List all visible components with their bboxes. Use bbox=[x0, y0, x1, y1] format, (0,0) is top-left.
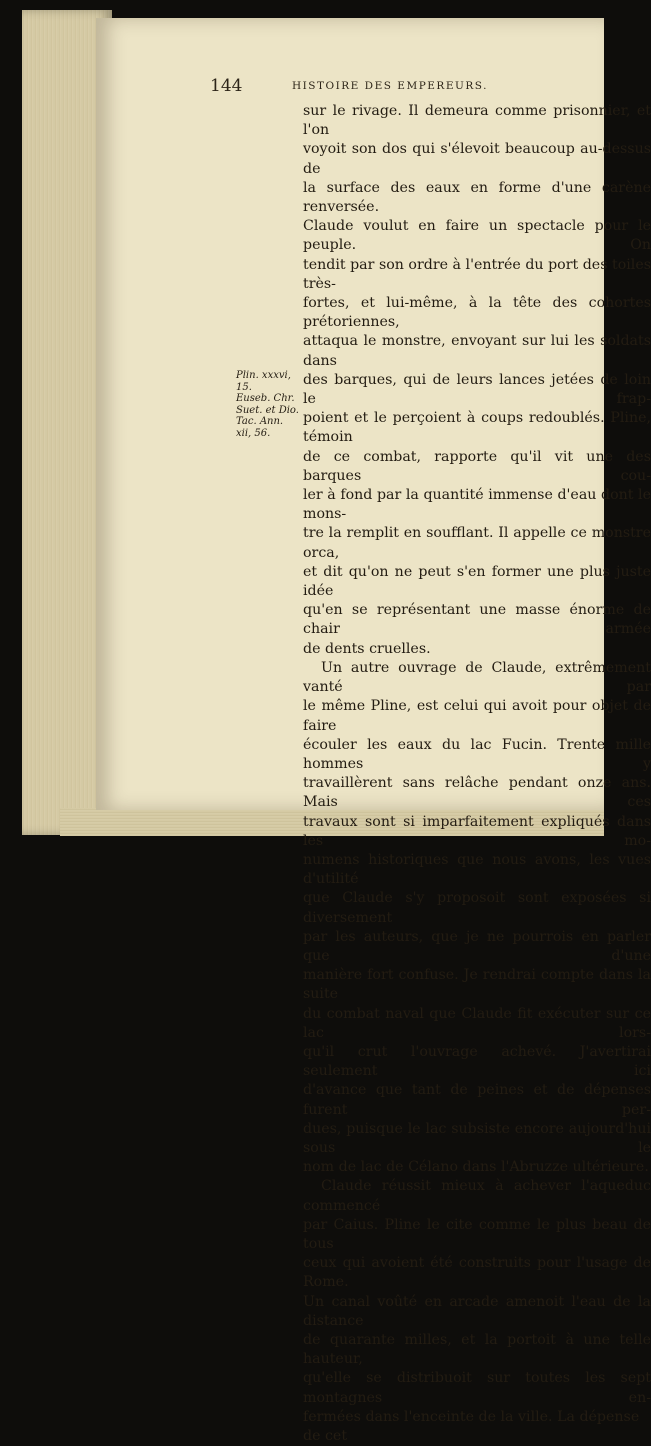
text-line: et dit qu'on ne peut s'en former une plus juste idée bbox=[303, 563, 651, 600]
text-line: manière fort confuse. Je rendrai compte dans la suite bbox=[303, 967, 651, 1003]
text-line: Claude réussit mieux à achever l'aqueduc commencé bbox=[303, 1178, 651, 1214]
body-text bbox=[303, 102, 651, 1446]
text-line: qu'il crut l'ouvrage achevé. J'avertirai seulement ici bbox=[303, 1043, 651, 1080]
book-page bbox=[96, 18, 651, 1445]
text-line: d'avance que tant de peines et de dépenses furent per- bbox=[303, 1082, 651, 1118]
text-line: écouler les eaux du lac Fucin. Trente mille hommes y bbox=[303, 736, 651, 772]
margin-note: Plin. xxxvi, bbox=[236, 370, 291, 381]
margin-notes bbox=[236, 370, 302, 439]
text-line: attaqua le monstre, envoyant sur lui les soldats dans bbox=[303, 333, 651, 369]
text-line: la surface des eaux en forme d'une carène renversée. bbox=[303, 179, 651, 216]
text-line: travaux sont si imparfaitement expliqués dans les mo- bbox=[303, 813, 651, 849]
text-line: Un autre ouvrage de Claude, extrêmement vanté par bbox=[303, 659, 651, 696]
text-line: qu'en se représentant une masse énorme de chair armée bbox=[303, 602, 651, 638]
text-line: voyoit son dos qui s'élevoit beaucoup au-dessus de bbox=[303, 141, 651, 177]
text-line: du combat naval que Claude fit exécuter sur ce lac lors- bbox=[303, 1005, 651, 1041]
text-line: par Caius. Pline le cite comme le plus beau de tous bbox=[303, 1216, 651, 1252]
text-line: dues, puisque le lac subsiste encore aujourd'hui sous le bbox=[303, 1120, 651, 1156]
text-line: de ce combat, rapporte qu'il vit une des barques cou- bbox=[303, 448, 651, 484]
text-line: poient et le perçoient à coups redoublés. Pline, témoin bbox=[303, 410, 651, 446]
text-line: Claude voulut en faire un spectacle pour le peuple. On bbox=[303, 218, 651, 254]
text-line: par les auteurs, que je ne pourrois en parler que d'une bbox=[303, 928, 651, 964]
text-line: fermées dans l'enceinte de la ville. La dépense de cet bbox=[303, 1408, 640, 1445]
text-line: des barques, qui de leurs lances jetées de loin le frap- bbox=[303, 371, 651, 408]
text-line: Un canal voûté en arcade amenoit l'eau de la distance bbox=[303, 1293, 651, 1329]
margin-note: Tac. Ann. bbox=[236, 416, 284, 427]
text-line: qu'elle se distribuoit sur toutes les sept montagnes en- bbox=[303, 1370, 651, 1406]
text-line: ceux qui avoient été construits pour l'usage de Rome. bbox=[303, 1255, 651, 1291]
margin-note: 15. bbox=[236, 381, 252, 393]
margin-note: xii, 56. bbox=[236, 427, 271, 439]
text-line: fortes, et lui-même, à la tête des cohortes prétoriennes, bbox=[303, 295, 651, 331]
text-line: de quarante milles, et la portoit à une telle hauteur, bbox=[303, 1332, 651, 1368]
text-line: sur le rivage. Il demeura comme prisonnier, et l'on bbox=[303, 103, 651, 139]
text-line: tendit par son ordre à l'entrée du port des toiles très- bbox=[303, 256, 651, 292]
text-line: nom de lac de Célano dans l'Abruzze ultérieure. bbox=[303, 1159, 649, 1176]
margin-note: Suet. et Dio. bbox=[236, 404, 299, 416]
text-line: que Claude s'y proposoit sont exposées si diversement bbox=[303, 890, 651, 926]
text-line: tre la remplit en soufflant. Il appelle ce monstre orca, bbox=[303, 525, 651, 561]
page-header bbox=[96, 76, 604, 100]
text-line: numens historiques que nous avons, les vues d'utilité bbox=[303, 851, 651, 888]
margin-note: Euseb. Chr. bbox=[236, 393, 295, 404]
text-line: le même Pline, est celui qui avoit pour objet de faire bbox=[303, 698, 651, 734]
text-line: ler à fond par la quantité immense d'eau dont le mons- bbox=[303, 487, 651, 523]
page-number: 144 bbox=[210, 76, 243, 96]
running-head: HISTOIRE DES EMPEREURS. bbox=[292, 80, 488, 92]
text-line: de dents cruelles. bbox=[303, 640, 431, 657]
text-line: travaillèrent sans relâche pendant onze ans. Mais ces bbox=[303, 775, 651, 811]
